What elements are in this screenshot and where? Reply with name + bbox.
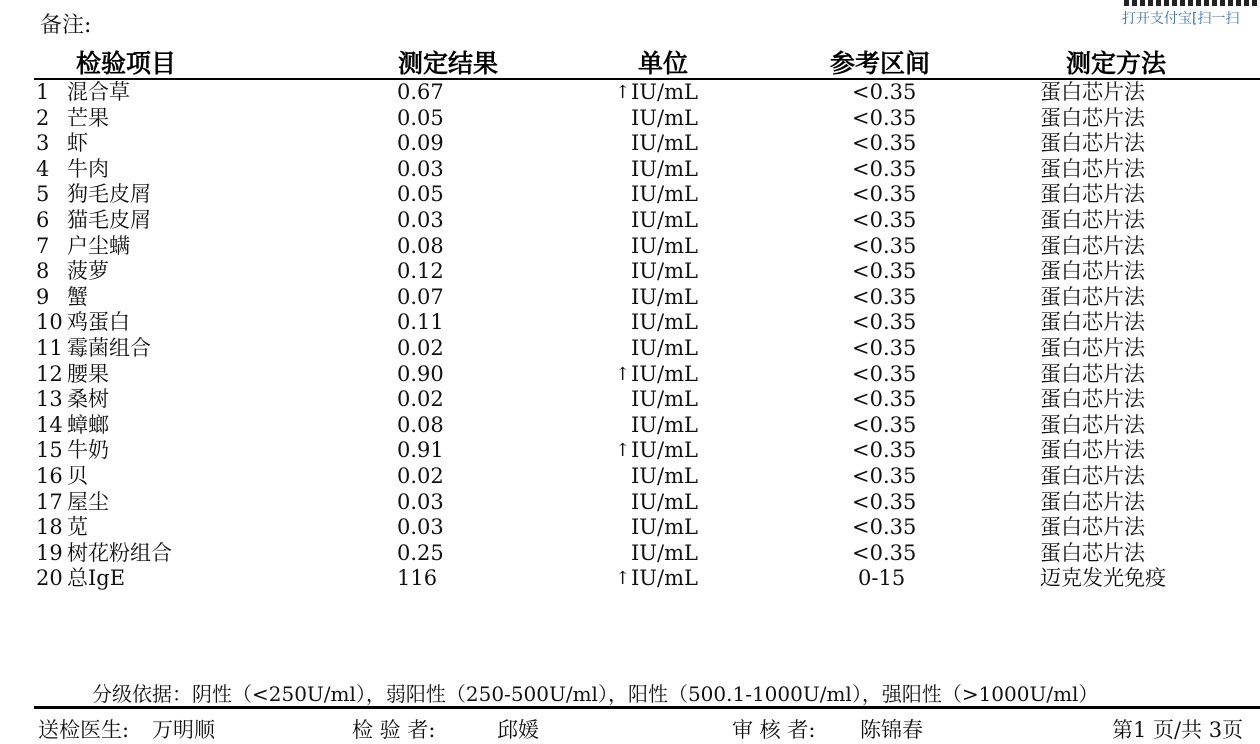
item-name: 混合草 <box>67 80 130 104</box>
high-arrow-icon: ↑ <box>615 568 631 590</box>
unit: IU/mL <box>631 515 698 540</box>
table-row <box>0 80 1260 106</box>
unit: IU/mL <box>631 233 698 258</box>
result-value: 0.02 <box>397 387 444 412</box>
reference-range: <0.35 <box>852 310 917 335</box>
method: 蛋白芯片法 <box>1040 489 1145 514</box>
method: 蛋白芯片法 <box>1040 361 1145 386</box>
reference-range: <0.35 <box>852 131 917 156</box>
row-number: 10 <box>36 310 63 335</box>
reference-range: <0.35 <box>852 412 917 437</box>
reference-range: <0.35 <box>852 207 917 232</box>
item-name: 蟹 <box>67 284 88 309</box>
result-value: 0.07 <box>397 284 444 309</box>
method: 蛋白芯片法 <box>1040 233 1145 258</box>
row-number: 4 <box>36 156 50 181</box>
reference-range: <0.35 <box>852 463 917 488</box>
method: 蛋白芯片法 <box>1040 387 1145 412</box>
row-number: 18 <box>36 515 63 540</box>
table-row <box>0 490 1260 516</box>
unit: IU/mL <box>631 105 698 130</box>
unit: IU/mL <box>631 310 698 335</box>
unit: IU/mL <box>631 182 698 207</box>
row-number: 12 <box>36 361 63 386</box>
reference-range: <0.35 <box>852 182 917 207</box>
reference-range: <0.35 <box>852 105 917 130</box>
row-number: 11 <box>36 335 63 360</box>
row-number: 6 <box>36 207 50 232</box>
item-name: 总IgE <box>67 566 126 591</box>
tester-label: 检 验 者: <box>352 718 436 742</box>
table-row <box>0 234 1260 260</box>
row-number: 2 <box>36 105 50 130</box>
doctor-name: 万明顺 <box>152 718 215 742</box>
page-number: 第1 页/共 3页 <box>1112 718 1244 742</box>
results-table <box>0 80 1260 592</box>
unit: IU/mL <box>631 284 698 309</box>
item-name: 牛肉 <box>67 156 109 181</box>
header-result: 测定结果 <box>398 49 499 78</box>
unit: IU/mL <box>631 540 698 565</box>
reference-range: 0-15 <box>858 566 906 591</box>
table-row <box>0 106 1260 132</box>
result-value: 0.05 <box>397 105 444 130</box>
method: 蛋白芯片法 <box>1040 310 1145 335</box>
reference-range: <0.35 <box>852 335 917 360</box>
method: 蛋白芯片法 <box>1040 259 1145 284</box>
header-method: 测定方法 <box>1066 49 1167 78</box>
item-name: 芒果 <box>67 105 109 130</box>
table-row <box>0 131 1260 157</box>
result-value: 116 <box>397 566 438 591</box>
result-value: 0.91 <box>397 438 444 463</box>
result-value: 0.08 <box>397 233 444 258</box>
unit: IU/mL <box>631 131 698 156</box>
reference-range: <0.35 <box>852 361 917 386</box>
item-name: 贝 <box>67 463 88 488</box>
result-value: 0.03 <box>397 515 444 540</box>
item-name: 屋尘 <box>67 489 109 514</box>
result-value: 0.03 <box>397 489 444 514</box>
result-value: 0.12 <box>397 259 444 284</box>
unit: IU/mL <box>631 259 698 284</box>
result-value: 0.11 <box>397 310 444 335</box>
method: 迈克发光免疫 <box>1040 566 1166 591</box>
result-value: 0.03 <box>397 156 444 181</box>
result-value: 0.02 <box>397 335 444 360</box>
reviewer-label: 审 核 者: <box>732 718 816 742</box>
row-number: 13 <box>36 387 63 412</box>
row-number: 8 <box>36 259 50 284</box>
unit: IU/mL <box>631 207 698 232</box>
method: 蛋白芯片法 <box>1040 284 1145 309</box>
row-number: 5 <box>36 182 50 207</box>
method: 蛋白芯片法 <box>1040 131 1145 156</box>
table-row <box>0 285 1260 311</box>
reference-range: <0.35 <box>852 284 917 309</box>
unit: IU/mL <box>631 335 698 360</box>
item-name: 桑树 <box>67 387 109 412</box>
high-arrow-icon: ↑ <box>615 82 631 103</box>
reference-range: <0.35 <box>852 438 917 463</box>
item-name: 虾 <box>67 131 88 156</box>
unit: IU/mL <box>631 156 698 181</box>
unit: IU/mL <box>631 387 698 412</box>
reference-range: <0.35 <box>852 489 917 514</box>
unit: IU/mL <box>631 412 698 437</box>
method: 蛋白芯片法 <box>1040 540 1145 565</box>
table-row <box>0 259 1260 285</box>
row-number: 3 <box>36 131 50 156</box>
method: 蛋白芯片法 <box>1040 182 1145 207</box>
method: 蛋白芯片法 <box>1040 156 1145 181</box>
item-name: 霉菌组合 <box>67 335 151 360</box>
result-value: 0.90 <box>397 361 444 386</box>
row-number: 20 <box>36 566 63 591</box>
table-row <box>0 362 1260 388</box>
grading-note: 分级依据：阴性（<250U/ml），弱阳性（250-500U/ml），阳性（500.1-1000U/ml），强阳性（>1000U/ml） <box>92 682 1099 706</box>
table-row <box>0 515 1260 541</box>
method: 蛋白芯片法 <box>1040 105 1145 130</box>
reference-range: <0.35 <box>852 387 917 412</box>
header-unit: 单位 <box>638 49 689 78</box>
row-number: 9 <box>36 284 50 309</box>
item-name: 狗毛皮屑 <box>67 182 151 207</box>
item-name: 蟑螂 <box>67 412 109 437</box>
method: 蛋白芯片法 <box>1040 335 1145 360</box>
item-name: 菠萝 <box>67 259 109 284</box>
unit: IU/mL <box>631 566 698 591</box>
high-arrow-icon: ↑ <box>615 363 631 385</box>
qr-caption: 打开支付宝[扫一扫 <box>1122 11 1240 27</box>
reference-range: <0.35 <box>852 156 917 181</box>
row-number: 16 <box>36 463 63 488</box>
item-name: 腰果 <box>67 361 109 386</box>
tester-name: 邱媛 <box>497 718 539 742</box>
table-row <box>0 541 1260 567</box>
unit: IU/mL <box>631 361 698 386</box>
row-number: 19 <box>36 540 63 565</box>
row-number: 14 <box>36 412 63 437</box>
reference-range: <0.35 <box>852 233 917 258</box>
result-value: 0.03 <box>397 207 444 232</box>
high-arrow-icon: ↑ <box>615 440 631 462</box>
unit: IU/mL <box>631 463 698 488</box>
item-name: 牛奶 <box>67 438 109 463</box>
table-row <box>0 566 1260 592</box>
header-item: 检验项目 <box>76 49 177 78</box>
method: 蛋白芯片法 <box>1040 80 1145 104</box>
item-name: 苋 <box>67 515 88 540</box>
footer-rule <box>34 706 1260 709</box>
table-row <box>0 336 1260 362</box>
remark-label: 备注: <box>40 13 92 38</box>
reference-range: <0.35 <box>852 540 917 565</box>
result-value: 0.25 <box>397 540 444 565</box>
item-name: 树花粉组合 <box>67 540 172 565</box>
item-name: 猫毛皮屑 <box>67 207 151 232</box>
table-row <box>0 464 1260 490</box>
table-row <box>0 387 1260 413</box>
result-value: 0.08 <box>397 412 444 437</box>
table-row <box>0 157 1260 183</box>
method: 蛋白芯片法 <box>1040 438 1145 463</box>
table-row <box>0 310 1260 336</box>
reference-range: <0.35 <box>852 515 917 540</box>
result-value: 0.05 <box>397 182 444 207</box>
method: 蛋白芯片法 <box>1040 463 1145 488</box>
result-value: 0.09 <box>397 131 444 156</box>
table-row <box>0 438 1260 464</box>
table-row <box>0 413 1260 439</box>
doctor-label: 送检医生: <box>38 718 130 742</box>
reference-range: <0.35 <box>852 259 917 284</box>
result-value: 0.02 <box>397 463 444 488</box>
method: 蛋白芯片法 <box>1040 515 1145 540</box>
reference-range: <0.35 <box>852 80 917 104</box>
unit: IU/mL <box>631 438 698 463</box>
row-number: 7 <box>36 233 50 258</box>
row-number: 15 <box>36 438 63 463</box>
method: 蛋白芯片法 <box>1040 412 1145 437</box>
row-number: 1 <box>36 80 50 104</box>
method: 蛋白芯片法 <box>1040 207 1145 232</box>
qr-code-strip <box>1124 0 1260 6</box>
item-name: 户尘螨 <box>67 233 130 258</box>
table-row <box>0 208 1260 234</box>
unit: IU/mL <box>631 489 698 514</box>
result-value: 0.67 <box>397 80 444 104</box>
table-row <box>0 182 1260 208</box>
row-number: 17 <box>36 489 63 514</box>
header-reference: 参考区间 <box>830 49 931 78</box>
reviewer-name: 陈锦春 <box>860 718 923 742</box>
unit: IU/mL <box>631 80 698 104</box>
item-name: 鸡蛋白 <box>67 310 130 335</box>
